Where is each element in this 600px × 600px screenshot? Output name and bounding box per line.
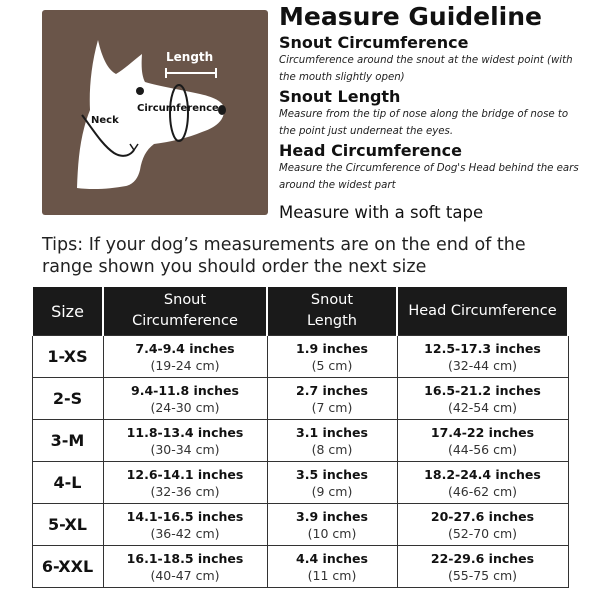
length-label: Length [166,50,214,64]
snout-length-cell [267,462,397,504]
header-size: Size [32,287,103,336]
value-inches: 18.2-24.4 inches [424,466,541,482]
table-row [32,420,568,462]
value-cm: (55-75 cm) [447,567,518,583]
head-circumference-section [279,141,579,194]
neck-label: Neck [91,115,119,126]
head-circumference-cell [397,462,568,504]
snout-circumference-cell [103,504,267,546]
dog-eye-icon [136,87,144,95]
header-head-circumference: Head Circumference [397,287,568,336]
head-circumference-cell [397,504,568,546]
value-inches: 4.4 inches [296,550,368,566]
value-inches: 7.4-9.4 inches [135,340,235,356]
table-row [32,378,568,420]
value-cm: (46-62 cm) [447,483,518,499]
soft-tape-note: Measure with a soft tape [279,203,484,222]
value-cm: (7 cm) [311,399,353,415]
header-snout-circumference: Snout Circumference [103,287,267,336]
tips-text: Tips: If your dog’s measurements are on the end of the range shown you should order the next size [42,235,526,277]
value-inches: 17.4-22 inches [430,424,535,440]
value-cm: (11 cm) [307,567,357,583]
value-cm: (32-36 cm) [150,483,220,499]
value-cm: (5 cm) [311,357,353,373]
head-circumference-cell [397,378,568,420]
value-cm: (44-56 cm) [447,441,518,457]
size-cell: 4-L [32,462,103,504]
value-inches: 1.9 inches [296,340,368,356]
value-cm: (36-42 cm) [150,525,220,541]
value-cm: (52-70 cm) [447,525,518,541]
size-cell: 2-S [32,378,103,420]
section-heading: Snout Length [279,87,401,106]
value-inches: 20-27.6 inches [430,508,535,524]
value-inches: 9.4-11.8 inches [131,382,239,398]
value-inches: 3.9 inches [296,508,368,524]
size-cell: 5-XL [32,504,103,546]
snout-length-cell [267,546,397,588]
head-circumference-cell [397,546,568,588]
value-inches: 16.5-21.2 inches [424,382,541,398]
snout-circumference-cell [103,378,267,420]
value-cm: (30-34 cm) [150,441,220,457]
snout-length-cell [267,420,397,462]
snout-length-cell [267,336,397,378]
table-header-row [32,287,568,336]
snout-circumference-cell [103,462,267,504]
header-snout-length: Snout Length [267,287,397,336]
section-text: Measure the Circumference of Dog's Head behind the ears around the widest part [279,163,579,191]
value-cm: (8 cm) [311,441,353,457]
value-cm: (40-47 cm) [150,567,220,583]
value-inches: 22-29.6 inches [430,550,535,566]
size-cell: 1-XS [32,336,103,378]
section-heading: Head Circumference [279,141,463,160]
value-inches: 3.1 inches [296,424,368,440]
head-circumference-cell [397,420,568,462]
circumference-label: Circumference [137,103,219,114]
value-inches: 12.5-17.3 inches [424,340,541,356]
value-cm: (19-24 cm) [150,357,220,373]
snout-circumference-cell [103,336,267,378]
snout-length-cell [267,378,397,420]
dog-nose-icon [218,105,226,115]
value-cm: (9 cm) [311,483,353,499]
size-cell: 6-XXL [32,546,103,588]
snout-length-cell [267,504,397,546]
value-cm: (10 cm) [307,525,357,541]
section-text: Circumference around the snout at the widest point (with the mouth slightly open) [279,55,573,83]
snout-length-section [279,87,579,140]
snout-circumference-cell [103,420,267,462]
table-row [32,336,568,378]
dog-measurement-diagram [42,10,268,215]
table-row [32,546,568,588]
table-row [32,504,568,546]
page-title: Measure Guideline [279,2,543,31]
value-inches: 2.7 inches [296,382,368,398]
section-text: Measure from the tip of nose along the bridge of nose to the point just underneat the eyes. [279,109,569,137]
section-heading: Snout Circumference [279,33,469,52]
size-chart-table [31,287,569,588]
value-inches: 16.1-18.5 inches [126,550,244,566]
size-cell: 3-M [32,420,103,462]
value-cm: (32-44 cm) [447,357,518,373]
value-cm: (24-30 cm) [150,399,220,415]
value-inches: 3.5 inches [296,466,368,482]
value-inches: 12.6-14.1 inches [126,466,244,482]
value-inches: 11.8-13.4 inches [126,424,244,440]
value-cm: (42-54 cm) [447,399,518,415]
table-row [32,462,568,504]
snout-circumference-section [279,33,579,86]
snout-circumference-cell [103,546,267,588]
head-circumference-cell [397,336,568,378]
value-inches: 14.1-16.5 inches [126,508,244,524]
